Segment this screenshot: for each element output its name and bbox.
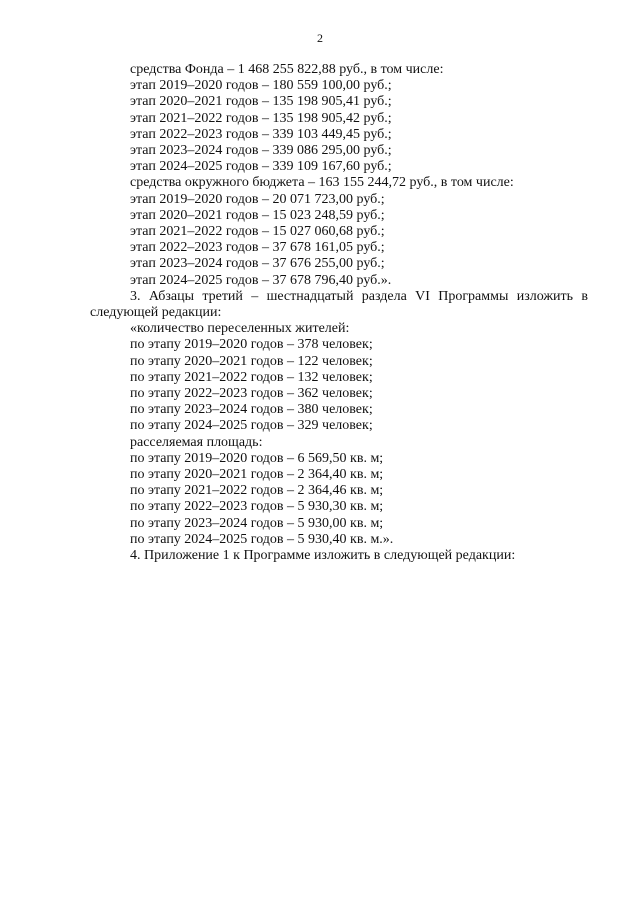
area-stage: по этапу 2024–2025 годов – 5 930,40 кв. м.». [130,531,394,547]
fund-stage: этап 2021–2022 годов – 135 198 905,42 руб.; [130,110,392,126]
item-3-paragraph: 3. Абзацы третий – шестнадцатый раздела VI Программы изложить в следующей редакции: [90,288,588,321]
page-number: 2 [317,31,323,45]
item-4-paragraph: 4. Приложение 1 к Программе изложить в следующей редакции: [130,548,516,564]
residents-stage: по этапу 2023–2024 годов – 380 человек; [130,402,373,418]
district-stage: этап 2022–2023 годов – 37 678 161,05 руб.; [130,240,385,256]
fund-stage: этап 2022–2023 годов – 339 103 449,45 руб.; [130,126,392,142]
fund-stage: этап 2023–2024 годов – 339 086 295,00 руб.; [130,143,392,159]
fund-stage: этап 2024–2025 годов – 339 109 167,60 руб.; [130,159,392,175]
residents-stage: по этапу 2024–2025 годов – 329 человек; [130,418,373,434]
district-stage: этап 2021–2022 годов – 15 027 060,68 руб.; [130,224,385,240]
fund-total: средства Фонда – 1 468 255 822,88 руб., в том числе: [130,62,444,77]
district-stage: этап 2020–2021 годов – 15 023 248,59 руб.; [130,207,385,223]
district-stage: этап 2019–2020 годов – 20 071 723,00 руб.; [130,191,385,207]
area-heading: расселяемая площадь: [130,434,263,450]
residents-stage: по этапу 2021–2022 годов – 132 человек; [130,369,373,385]
fund-stage: этап 2020–2021 годов – 135 198 905,41 руб.; [130,94,392,110]
district-stage: этап 2024–2025 годов – 37 678 796,40 руб.». [130,272,392,288]
residents-stage: по этапу 2022–2023 годов – 362 человек; [130,386,373,402]
area-stage: по этапу 2019–2020 годов – 6 569,50 кв. м; [130,450,384,466]
document-body [90,62,588,564]
fund-stage: этап 2019–2020 годов – 180 559 100,00 руб.; [130,78,392,94]
area-stage: по этапу 2022–2023 годов – 5 930,30 кв. м; [130,499,384,515]
residents-stage: по этапу 2019–2020 годов – 378 человек; [130,337,373,353]
district-stage: этап 2023–2024 годов – 37 676 255,00 руб.; [130,256,385,272]
area-stage: по этапу 2023–2024 годов – 5 930,00 кв. м; [130,515,384,531]
area-stage: по этапу 2021–2022 годов – 2 364,46 кв. м; [130,483,384,499]
residents-heading: «количество переселенных жителей: [130,321,350,337]
area-stage: по этапу 2020–2021 годов – 2 364,40 кв. м; [130,467,384,483]
district-budget-total: средства окружного бюджета – 163 155 244,72 руб., в том числе: [130,175,514,191]
residents-stage: по этапу 2020–2021 годов – 122 человек; [130,353,373,369]
